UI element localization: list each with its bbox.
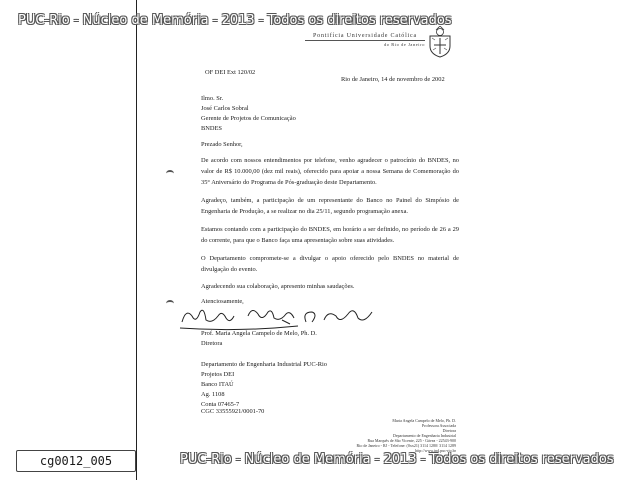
binder-hole-mark — [166, 300, 174, 307]
footer-line: Departamento de Engenharia Industrial — [393, 433, 456, 438]
bank-info-line: Projetos DEI — [201, 370, 235, 378]
page-margin-line — [136, 0, 137, 480]
university-crest-icon — [426, 26, 454, 58]
archive-label: cg0012_005 — [16, 450, 136, 472]
watermark-bottom: PUC-Rio - Núcleo de Memória - 2013 - Todos os direitos reservados — [180, 452, 614, 467]
handwritten-signature — [178, 302, 388, 332]
recipient-block — [201, 94, 296, 134]
recipient-line: Gerente de Projetos de Comunicação — [201, 114, 296, 122]
letter-salutation: Prezado Senhor, — [201, 141, 243, 148]
recipient-line: Ilmo. Sr. — [201, 95, 224, 102]
footer-line: Maria Angela Campelo de Melo, Ph. D. — [392, 418, 456, 423]
footer-line: Diretora — [442, 428, 456, 433]
footer-line: http://www.ind.puc-rio.br — [415, 448, 456, 453]
letterhead-rule — [305, 40, 425, 41]
signer-title: Diretora — [201, 339, 223, 347]
letter-paragraph: De acordo com nossos entendimentos por telefone, venho agradecer o patrocínio do BNDES, no valor de R$ 10.000,00 (dez mil reais), oferecido para apoiar a nossa Semana de Comemoração do 35° Aniversário do Programa de Pós-graduação deste Departamento. — [201, 157, 459, 186]
letter-closing: Atenciosamente, — [201, 298, 244, 305]
footer-line: Rua Marquês de São Vicente, 225 - Gávea - 22543-900 — [367, 438, 456, 443]
signer-name: Prof. Maria Angela Campelo de Melo, Ph. D. — [201, 330, 317, 337]
bank-info-line: Conta 07465-7 — [201, 400, 240, 408]
recipient-line: BNDES — [201, 124, 222, 132]
footer-block — [320, 418, 456, 453]
letterhead — [305, 33, 425, 47]
letter-reference: OF DEI Ext 120/02 — [205, 69, 256, 76]
footer-line: Rio de Janeiro - RJ - Telefone: (0xx21) 3114 1280/ 3114 1289 — [356, 443, 456, 448]
letter-paragraph: Estamos contando com a participação do BNDES, em horário a ser definido, no período de 26 a 29 do corrente, para que o Banco faça uma apresentação sobre suas atividades. — [201, 226, 459, 244]
cgc-number: CGC 33555921/0001-70 — [201, 408, 265, 415]
letter-paragraph: Agradecendo sua colaboração, apresento minhas saudações. — [201, 283, 355, 290]
watermark-top: PUC-Rio - Núcleo de Memória - 2013 - Todos os direitos reservados — [18, 13, 452, 28]
binder-hole-mark — [166, 170, 174, 177]
bank-info-line: Banco ITAÚ — [201, 380, 234, 388]
bank-info-line: Ag. 1108 — [201, 390, 225, 398]
signer-block — [201, 329, 317, 349]
letter-paragraph: Agradeço, também, a participação de um representante do Banco no Painel do Simpósio de Engenharia de Produção, a se realizar no dia 25/11, segundo programação anexa. — [201, 197, 459, 215]
bank-info-block — [201, 360, 327, 410]
letter-paragraph: O Departamento compromete-se a divulgar o apoio oferecido pelo BNDES no material de divulgação do evento. — [201, 255, 459, 273]
footer-line: Professora Associada — [421, 423, 456, 428]
letterhead-university: Pontifícia Universidade Católica — [313, 33, 417, 39]
letterhead-city: do Rio de Janeiro — [383, 42, 425, 47]
recipient-line: José Carlos Sobral — [201, 104, 249, 112]
letter-date: Rio de Janeiro, 14 de novembro de 2002 — [341, 76, 445, 83]
bank-info-line: Departamento de Engenharia Industrial PUC-Rio — [201, 361, 328, 368]
